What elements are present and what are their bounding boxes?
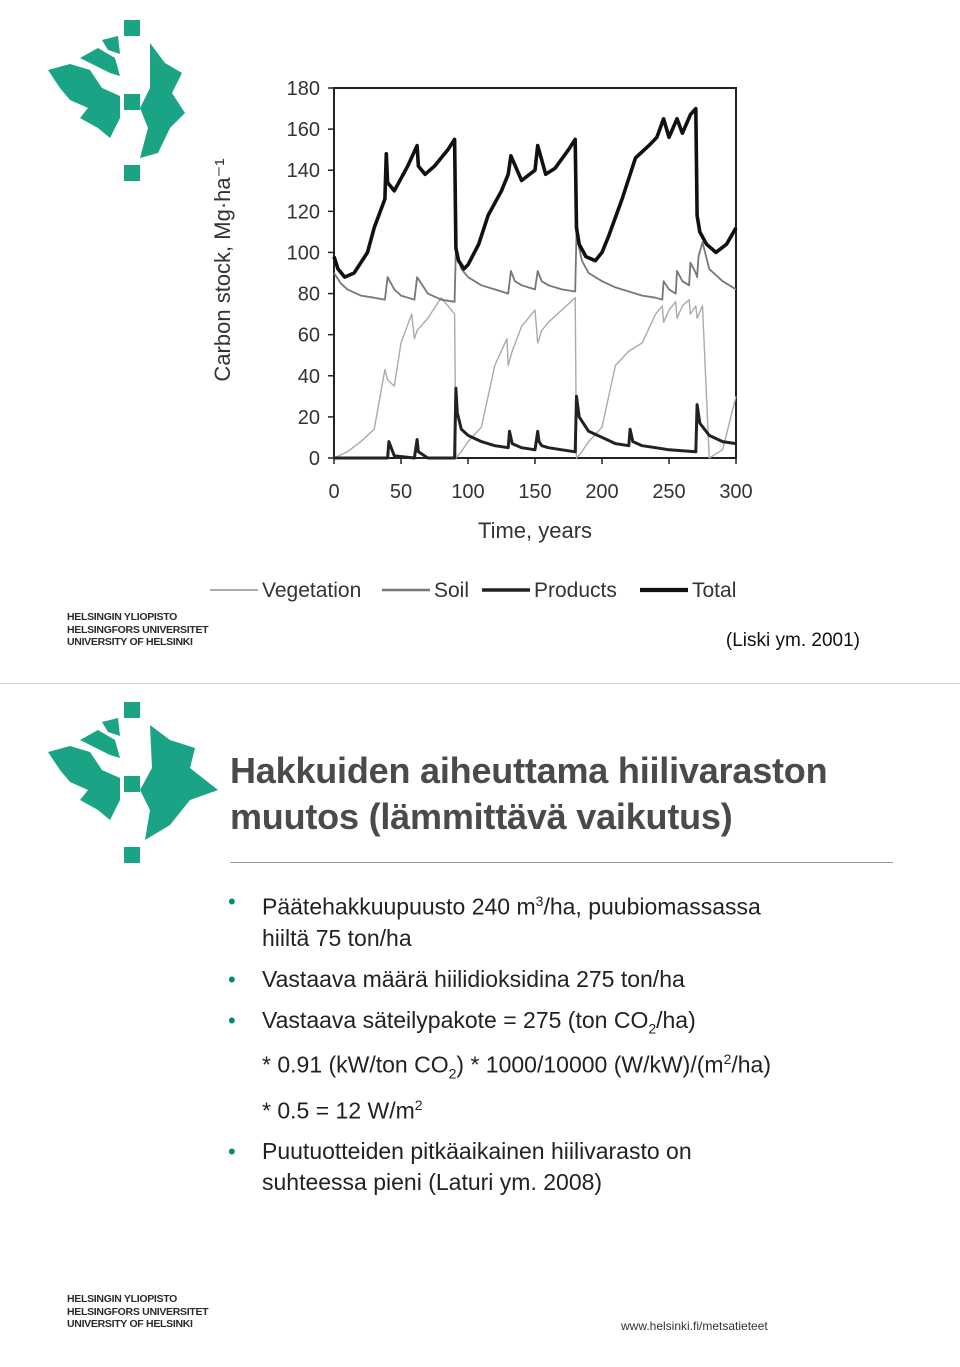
series-line-vegetation: [334, 298, 736, 458]
bullet-3-l3-sup: 2: [414, 1096, 423, 1113]
bullet-4: [228, 1136, 908, 1198]
university-name-en: UNIVERSITY OF HELSINKI: [67, 1318, 193, 1330]
bullet-2-line-1: • Vastaava määrä hiilidioksidina 275 ton/ha: [262, 965, 685, 992]
bullet-3-l1-b: /ha): [656, 1006, 696, 1033]
x-tick-label: 150: [518, 481, 552, 503]
bullet-3-l2-c: /ha): [731, 1051, 771, 1078]
y-tick-label: 80: [297, 283, 320, 306]
bullet-3-l2-sup: 2: [723, 1051, 732, 1068]
plot-frame: [334, 88, 736, 458]
university-flame-logo-icon: [40, 18, 190, 188]
university-name-en: UNIVERSITY OF HELSINKI: [67, 636, 193, 648]
x-axis: [328, 458, 752, 503]
bullet-3-l3-a: * 0.5 = 12 W/m: [262, 1097, 415, 1124]
y-tick-label: 20: [297, 406, 320, 429]
y-axis-label: Carbon stock, Mg·ha⁻¹: [210, 158, 235, 382]
university-name: [67, 1293, 208, 1331]
y-tick-label: 160: [286, 119, 320, 142]
citation: (Liski ym. 2001): [725, 630, 860, 651]
x-tick-label: 0: [328, 481, 340, 503]
bullet-1-text-b: /ha, puubiomassassa: [543, 893, 761, 920]
x-axis-label: Time, years: [477, 518, 593, 543]
legend-label-total: Total: [692, 579, 737, 602]
bullet-1-line-2: hiiltä 75 ton/ha: [262, 924, 412, 951]
bullet-4-line-1: • Puutuotteiden pitkäaikainen hiilivarasto on: [262, 1138, 692, 1165]
slide-title-line-1: Hakkuiden aiheuttama hiilivaraston: [230, 750, 828, 791]
bullet-1-sup: 3: [535, 893, 544, 909]
y-tick-label: 40: [297, 365, 320, 388]
y-tick-label: 180: [286, 78, 320, 100]
x-tick-label: 50: [389, 481, 413, 503]
y-tick-label: 140: [286, 160, 320, 183]
x-tick-label: 200: [585, 481, 619, 503]
slide-title-line-2: muutos (lämmittävä vaikutus): [230, 796, 733, 837]
bullet-2: [228, 964, 908, 995]
x-tick-label: 250: [652, 481, 686, 503]
series-line-soil: [334, 232, 736, 302]
university-flame-logo-icon: [40, 700, 230, 870]
bullet-list: [228, 886, 908, 1208]
university-name-fi: HELSINGIN YLIOPISTO: [67, 1293, 178, 1305]
y-tick-label: 120: [286, 201, 320, 224]
footer-url[interactable]: www.helsinki.fi/metsatieteet: [621, 1319, 768, 1333]
university-name: [67, 611, 208, 649]
university-name-sv: HELSINGFORS UNIVERSITET: [67, 1305, 209, 1318]
y-axis: [287, 78, 334, 470]
bullet-3-l2-b: ) * 1000/10000 (W/kW)/(m: [456, 1051, 724, 1078]
carbon-stock-chart: [200, 70, 760, 610]
y-tick-label: 100: [286, 242, 320, 265]
bullet-3-l1-a: Vastaava säteilypakote = 275 (ton CO: [262, 1006, 649, 1033]
title-rule: [230, 862, 893, 863]
series-line-total: [334, 109, 736, 278]
legend-label-vegetation: Vegetation: [262, 579, 362, 602]
bullet-1-text-a: Päätehakkuupuusto 240 m: [262, 893, 536, 920]
slide-chart: [0, 0, 960, 683]
bullet-1: [228, 886, 908, 954]
y-tick-label: 60: [297, 324, 320, 347]
x-tick-label: 300: [719, 481, 753, 503]
bullet-4-line-2: suhteessa pieni (Laturi ym. 2008): [262, 1169, 603, 1196]
university-name-fi: HELSINGIN YLIOPISTO: [67, 611, 178, 623]
series-lines: [334, 109, 736, 458]
y-tick-label: 0: [308, 448, 320, 470]
series-line-products: [334, 388, 736, 458]
slide-title: [230, 748, 827, 840]
legend-label-products: Products: [534, 579, 617, 602]
bullet-3: [228, 1005, 908, 1127]
legend-label-soil: Soil: [434, 579, 470, 602]
bullet-3-l1-sub: 2: [648, 1020, 657, 1037]
bullet-3-l2-sub: 2: [448, 1065, 457, 1082]
chart-legend: [210, 579, 736, 602]
university-name-sv: HELSINGFORS UNIVERSITET: [67, 623, 209, 636]
x-tick-label: 100: [451, 481, 485, 503]
bullet-3-l2-a: * 0.91 (kW/ton CO: [262, 1051, 449, 1078]
